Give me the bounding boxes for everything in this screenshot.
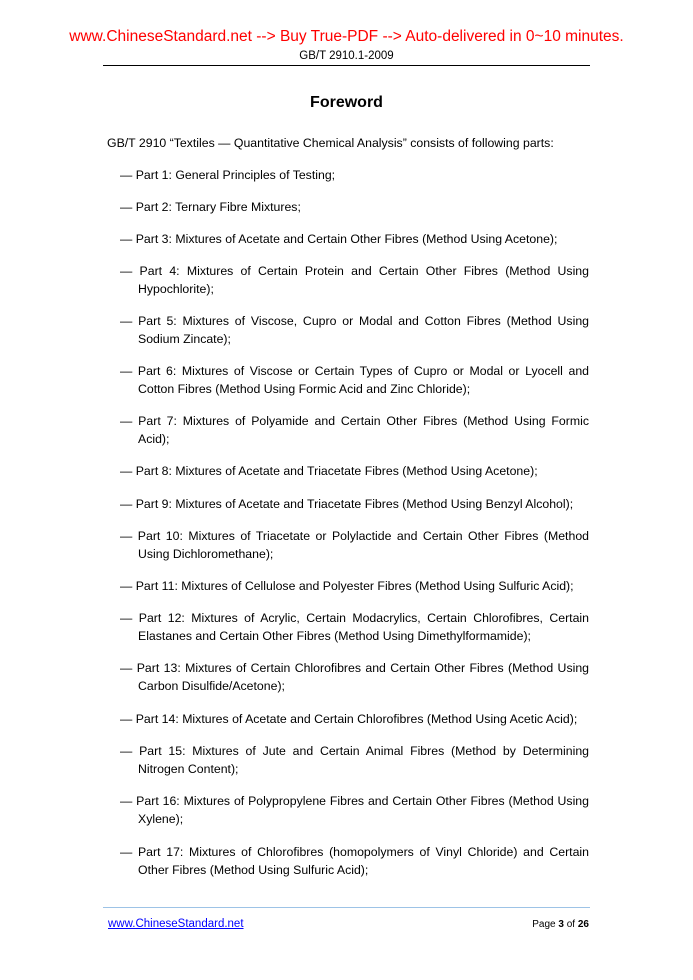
promo-banner[interactable]: www.ChineseStandard.net --> Buy True-PDF --> Auto-delivered in 0~10 minutes. [69, 28, 624, 45]
page-title: Foreword [310, 94, 383, 111]
intro-paragraph: GB/T 2910 “Textiles — Quantitative Chemical Analysis” consists of following parts: [107, 136, 554, 150]
page-number [532, 918, 589, 931]
list-item-part-5: — Part 5: Mixtures of Viscose, Cupro or Modal and Cotton Fibres (Method Using Sodium Zincate); [120, 314, 589, 346]
footer-divider [103, 907, 590, 908]
page-current: 3 [558, 919, 564, 930]
page-of-label: of [566, 919, 576, 930]
page-label: Page [532, 919, 556, 930]
list-item-part-2: — Part 2: Ternary Fibre Mixtures; [120, 200, 301, 214]
list-item-part-8: — Part 8: Mixtures of Acetate and Triacetate Fibres (Method Using Acetone); [120, 464, 538, 478]
list-item-part-9: — Part 9: Mixtures of Acetate and Triacetate Fibres (Method Using Benzyl Alcohol); [120, 497, 574, 511]
footer-site-link[interactable]: www.ChineseStandard.net [108, 918, 244, 930]
list-item-part-14: — Part 14: Mixtures of Acetate and Certain Chlorofibres (Method Using Acetic Acid); [120, 712, 578, 726]
document-code: GB/T 2910.1-2009 [299, 50, 394, 62]
list-item-part-6: — Part 6: Mixtures of Viscose or Certain Types of Cupro or Modal or Lyocell and Cotton Fibres (Method Using Formic Acid and Zinc Chloride); [120, 364, 589, 396]
list-item-part-1: — Part 1: General Principles of Testing; [120, 168, 336, 182]
list-item-part-12: — Part 12: Mixtures of Acrylic, Certain Modacrylics, Certain Chlorofibres, Certain Elastanes and Certain Other Fibres (Method Using Dimethylformamide); [120, 611, 589, 643]
header-divider [103, 65, 590, 66]
page-total: 26 [577, 919, 589, 930]
list-item-part-11: — Part 11: Mixtures of Cellulose and Polyester Fibres (Method Using Sulfuric Acid); [120, 579, 574, 593]
list-item-part-17: — Part 17: Mixtures of Chlorofibres (homopolymers of Vinyl Chloride) and Certain Other Fibres (Method Using Sulfuric Acid); [120, 845, 589, 877]
list-item-part-13: — Part 13: Mixtures of Certain Chlorofibres and Certain Other Fibres (Method Using Carbon Disulfide/Acetone); [120, 661, 589, 693]
list-item-part-7: — Part 7: Mixtures of Polyamide and Certain Other Fibres (Method Using Formic Acid); [120, 414, 589, 446]
list-item-part-10: — Part 10: Mixtures of Triacetate or Polylactide and Certain Other Fibres (Method Using Dichloromethane); [120, 529, 589, 561]
list-item-part-16: — Part 16: Mixtures of Polypropylene Fibres and Certain Other Fibres (Method Using Xylene); [120, 794, 589, 826]
list-item-part-15: — Part 15: Mixtures of Jute and Certain Animal Fibres (Method by Determining Nitrogen Content); [120, 744, 589, 776]
list-item-part-4: — Part 4: Mixtures of Certain Protein and Certain Other Fibres (Method Using Hypochlorite); [120, 264, 589, 296]
list-item-part-3: — Part 3: Mixtures of Acetate and Certain Other Fibres (Method Using Acetone); [120, 232, 558, 246]
